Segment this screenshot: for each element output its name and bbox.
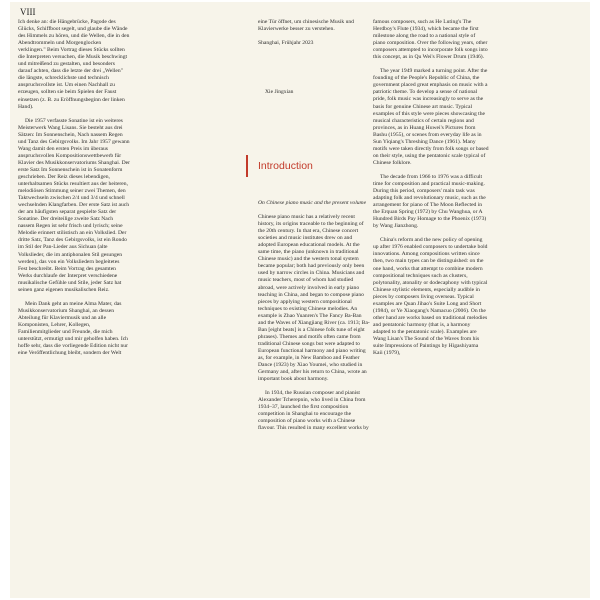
intro-column — [258, 200, 370, 439]
paragraph: famous composers, such as He Luting's The Herdboy's Flute (1934), which became the first milestone along the road to a national style of piano composition. Over the following years, other composers attempted to incorporate folk songs into this concept, as in Qu Wei's Flower Drum (1946). — [373, 19, 488, 61]
intro-subtitle: On Chinese piano music and the present volume — [258, 200, 367, 206]
paragraph: Ich denke an: die Hängebrücke, Pagode des Glücks, Schiffboot segelt, und glaube die Wände des Himmels zu hören, und die Wellen, die in den Abendtrommeln und Morgenglocken verklingen." Beim Vortrag dieses Stücks sollten die Interpreten versuchen, die Musik beschwingt und mitreißend zu gestalten, und besonders darauf achten, dass die letzte der drei „Wellen" die längste, schrecklichste und technisch anspruchsvollste ist. Um einen Nachhall zu erzeugen, sollten sie beim Spielen der Faust einsetzen (z. B. zu Eröffnungsbeginn der linken Hand). — [18, 19, 130, 110]
page-number: VIII — [20, 7, 36, 17]
paragraph: The decade from 1966 to 1976 was a difficult time for composition and practical music-making. During this period, composers' main task was adapting folk and revolutionary music, such as the arrangement for piano of The Moon Reflected in the Erquan Spring (1972) by Chu Wanghua, or A Hundred Birds Pay Homage to the Phoenix (1973) by Wang Jianzhong. — [373, 173, 487, 230]
signature-name: Xie Jingxian — [265, 89, 294, 95]
paragraph: eine Tür öffnet, um chinesische Musik und Klavierwerke besser zu verstehen. — [258, 19, 354, 33]
german-column-2 — [258, 19, 368, 54]
paragraph: Die 1957 verfasste Sonatine ist ein weiteres Meisterwerk Wang Lisans. Sie besteht aus drei Sätzen: Im Sonnenschein, Nach nassem Regen und Tanz des Gebirgsvolks. Im Jahr 1957 gewann Wang damit den ersten Preis im überaus anspruchsvollen Kompositionswettbewerb für Klavier des Musikkonservatoriums Shanghai. Der erste Satz Im Sonnenschein ist in Sonatenform geschrieben. Der Reiz dieses lebendigen, unterhaltsamen Stücks resultiert aus der heiteren, melodiösen Stimmung seiner zwei Themen, den Taktwechseln zwischen 2/4 und 3/4 und schnell wechselnden Klangfarben. Der erste Satz ist auch der am häufigsten separat gespielte Satz der Sonatine. Der dreiteilige zweite Satz Nach nassem Regen ist sehr frisch und lyrisch; seine Melodie erinnert stilistisch an ein Volkslied. Der dritte Satz, Tanz des Gebirgsvolks, ist ein Rondo im Stil der Pan-Lieder aus Sichuan (alte Volkslieder, die im antiphonalen Stil gesungen werden), das von ein Volksliedern begleitetes Fest beschreibt. Beim Vortrag des gesamten Werks durchlaufe der Interpret verschiedene musikalische Gefühle und Stile, jeder Satz hat seinen ganz eigenen musikalischen Reiz. — [18, 117, 131, 293]
signature — [258, 40, 368, 47]
heading-rule — [246, 155, 248, 177]
paragraph: The year 1949 marked a turning point. After the founding of the People's Republic of China, the government placed great emphasis on music with a patriotic theme. To develop a sense of national pride, folk music was increasingly to serve as the basis for genuine Chinese art music. Typical examples of this style were pieces showcasing the musical characteristics of certain regions and provinces, as in Huang Huwei's Pictures from Bashu (1955), or scenes from everyday life as in Sun Yiqiang's Threshing Dance (1961). Many motifs were taken directly from folk songs or based on their style, using the pentatonic scale typical of Chinese folklore. — [373, 68, 489, 166]
english-column-3 — [373, 19, 489, 364]
book-page — [10, 2, 590, 598]
paragraph: In 1934, the Russian composer and pianist Alexander Tcherepnin, who lived in China from 1934–37, launched the first composition competition in Shanghai to encourage the composition of piano works with a Chinese flavour. This resulted in many excellent works by — [258, 390, 369, 432]
german-column-1 — [18, 19, 130, 364]
section-heading: Introduction — [258, 160, 313, 172]
signature-place-date: Shanghai, Frühjahr 2023 — [258, 40, 314, 47]
paragraph: China's reform and the new policy of opening up after 1976 enabled composers to undertake bold innovations. Among compositions written since then, two main types can be distinguished: on the one hand, works that attempt to combine modern compositional techniques such as clusters, polytonality, atonality or dodecaphony with typical Chinese stylistic elements, especially audible in pieces by composers living overseas. Typical examples are Quan Jihao's Suite Long and Short (1984), or Ye Xiaogang's Namacuo (2006). On the other hand are works based on traditional melodies and pentatonic harmony (that is, a harmony adapted to the pentatonic scale). Examples are Wang Lisan's The Sound of the Waves from his suite Impressions of Paintings by Higashiyama Kaii (1979), — [373, 237, 488, 357]
signature-name-block — [258, 89, 372, 96]
paragraph: Mein Dank geht an meine Alma Mater, das Musikkonservatorium Shanghai, an dessen Abteilung für Klaviermusik und an alle Komponisten, Lehrer, Kollegen, Familienmitglieder und Freunde, die mich unterstützt, ermutigt und mir geholfen haben. Ich hoffe sehr, dass die vorliegende Edition nicht nur eine Veröffentlichung bleibt, sondern der Welt — [18, 300, 128, 357]
paragraph: Chinese piano music has a relatively recent history, its origins traceable to the beginning of the 20th century. In that era, Chinese concert societies and music institutes drew on and adopted European educational models. At the same time, the piano (unknown in traditional Chinese music) and the western tonal system became popular; both had previously only been used by narrow circles in China. Musicians and music teachers, most of whom had studied abroad, were actively involved in early piano teaching in China, and began to compose piano pieces by applying western compositional techniques to existing Chinese melodies. An example is Zhao Yuanren's The Fancy Ba-Ban and the Waves of Xiangjiang River (ca. 1913; Ba-Ban [eight beats] is a Chinese folk tune of eight phrases). Themes and motifs often came from traditional Chinese songs but were adapted to European functional harmony and piano writing as, for example, in New Bamboo and Feather Dance (1923) by Xiao Youmei, who studied in Germany and, after his return to China, wrote an important book about harmony. — [258, 214, 370, 383]
